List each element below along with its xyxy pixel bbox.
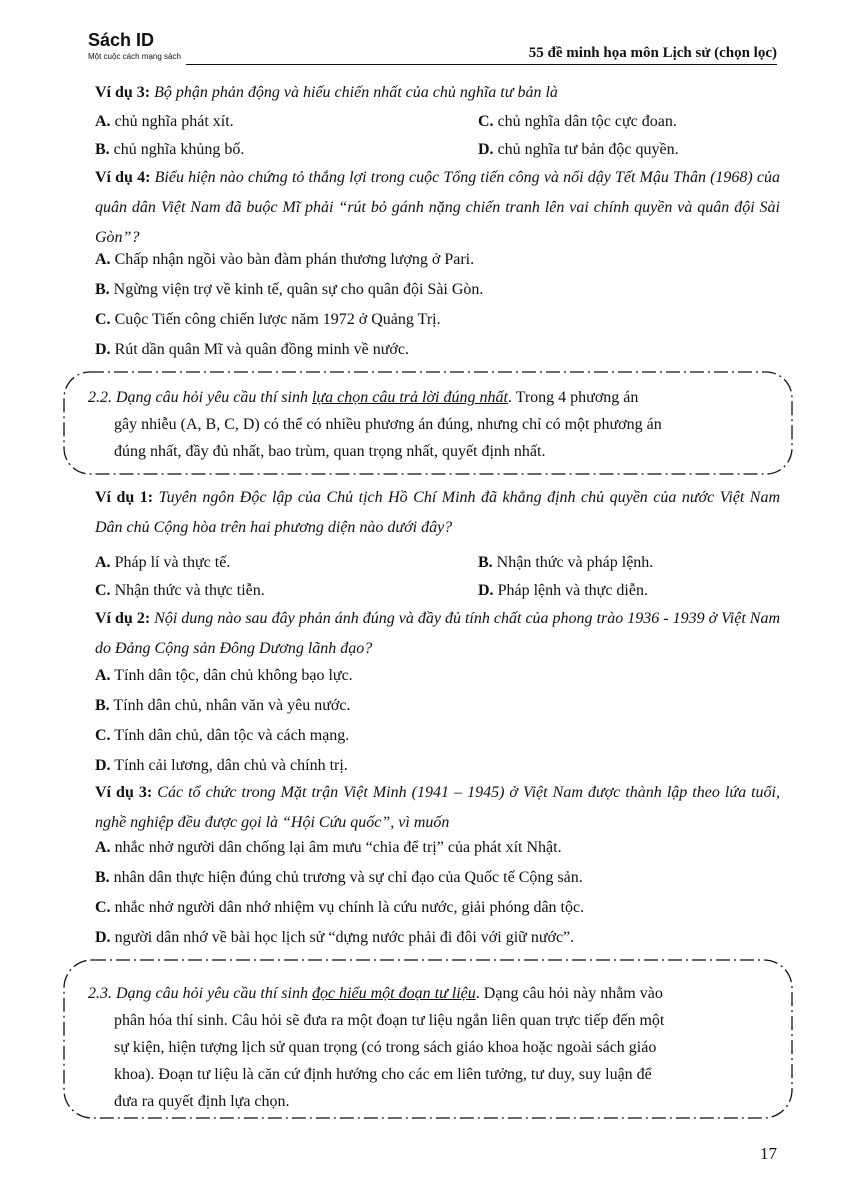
question-label: Ví dụ 3:: [95, 784, 153, 801]
question-mid-3: [95, 778, 780, 838]
note-box-2-2: [62, 370, 794, 476]
question-label: Ví dụ 2:: [95, 610, 151, 627]
option: B. Tính dân chủ, nhân văn và yêu nước.: [95, 697, 351, 714]
option: A. chủ nghĩa phát xít.: [95, 113, 234, 130]
option: A. nhắc nhở người dân chống lại âm mưu “chia để trị” của phát xít Nhật.: [95, 839, 562, 856]
box-line: 2.3. Dạng câu hỏi yêu cầu thí sinh đọc hiểu một đoạn tư liệu. Dạng câu hỏi này nhằm vào: [88, 985, 663, 1002]
question-label: Ví dụ 3:: [95, 84, 151, 101]
box-line: đưa ra quyết định lựa chọn.: [114, 1093, 290, 1110]
option: C. nhắc nhở người dân nhớ nhiệm vụ chính là cứu nước, giải phóng dân tộc.: [95, 899, 585, 916]
question-text: Các tổ chức trong Mặt trận Việt Minh (1941 – 1945) ở Việt Nam được thành lập theo lứa tuổi, nghề nghiệp đều được gọi là “Hội Cứu quốc”, vì muốn: [95, 784, 781, 831]
question-text: Bộ phận phản động và hiếu chiến nhất của chủ nghĩa tư bản là: [154, 84, 558, 101]
option: B. Ngừng viện trợ về kinh tế, quân sự cho quân đội Sài Gòn.: [95, 281, 484, 298]
note-box-2-3: [62, 958, 794, 1120]
option: B. Nhận thức và pháp lệnh.: [478, 554, 654, 571]
question-text: Tuyên ngôn Độc lập của Chủ tịch Hồ Chí Minh đã khẳng định chủ quyền của nước Việt Nam Dân chủ Cộng hòa trên hai phương diện nào dưới đây?: [95, 489, 781, 536]
page-number: 17: [760, 1144, 777, 1163]
option: D. người dân nhớ về bài học lịch sử “dựng nước phải đi đôi với giữ nước”.: [95, 929, 575, 946]
box-line: khoa). Đoạn tư liệu là căn cứ định hướng cho các em liên tưởng, tư duy, suy luận để: [114, 1066, 652, 1083]
box-line: đúng nhất, đầy đủ nhất, bao trùm, quan trọng nhất, quyết định nhất.: [114, 443, 546, 460]
box-line: 2.2. Dạng câu hỏi yêu cầu thí sinh lựa chọn câu trả lời đúng nhất. Trong 4 phương án: [88, 389, 639, 406]
box-line: phân hóa thí sinh. Câu hỏi sẽ đưa ra một đoạn tư liệu ngắn liên quan trực tiếp đến một: [114, 1012, 665, 1029]
option: B. nhân dân thực hiện đúng chủ trương và sự chỉ đạo của Quốc tế Cộng sản.: [95, 869, 583, 886]
option: D. Pháp lệnh và thực diễn.: [478, 582, 648, 599]
box-line: sự kiện, hiện tượng lịch sử quan trọng (có trong sách giáo khoa hoặc ngoài sách giáo: [114, 1039, 657, 1056]
option: B. chủ nghĩa khủng bố.: [95, 141, 245, 158]
option: C. Cuộc Tiến công chiến lược năm 1972 ở Quảng Trị.: [95, 311, 441, 328]
question-label: Ví dụ 1:: [95, 489, 154, 506]
brand-slogan: Một cuộc cách mạng sách: [88, 52, 181, 61]
question-mid-1: [95, 483, 780, 543]
box-line: gây nhiễu (A, B, C, D) có thể có nhiều phương án đúng, nhưng chỉ có một phương án: [114, 416, 662, 433]
option: C. chủ nghĩa dân tộc cực đoan.: [478, 113, 677, 130]
option: D. Rút dần quân Mĩ và quân đồng minh về nước.: [95, 341, 409, 358]
question-mid-2: [95, 604, 780, 664]
header-title: 55 đề minh họa môn Lịch sử (chọn lọc): [528, 45, 777, 61]
question-label: Ví dụ 4:: [95, 169, 151, 186]
brand-logo-text: Sách ID: [88, 30, 155, 50]
option: D. chủ nghĩa tư bản độc quyền.: [478, 141, 679, 158]
option: A. Pháp lí và thực tế.: [95, 554, 231, 571]
question-top-4: [95, 163, 780, 253]
option: C. Tính dân chủ, dân tộc và cách mạng.: [95, 727, 350, 744]
question-text: Biểu hiện nào chứng tỏ thắng lợi trong cuộc Tổng tiến công và nổi dậy Tết Mậu Thân (1968) của quân dân Việt Nam đã buộc Mĩ phải “rút bỏ gánh nặng chiến tranh lên vai chính quyền và quân đội Sài Gòn”?: [95, 169, 781, 246]
question-text: Nội dung nào sau đây phản ánh đúng và đầy đủ tính chất của phong trào 1936 - 1939 ở Việt Nam do Đảng Cộng sản Đông Dương lãnh đạo?: [95, 610, 781, 657]
header-rule: [186, 64, 777, 65]
option: A. Chấp nhận ngồi vào bàn đàm phán thương lượng ở Pari.: [95, 251, 475, 268]
question-top-3: [95, 78, 780, 108]
option: C. Nhận thức và thực tiễn.: [95, 582, 265, 599]
option: D. Tính cải lương, dân chủ và chính trị.: [95, 757, 348, 774]
option: A. Tính dân tộc, dân chủ không bạo lực.: [95, 667, 353, 684]
